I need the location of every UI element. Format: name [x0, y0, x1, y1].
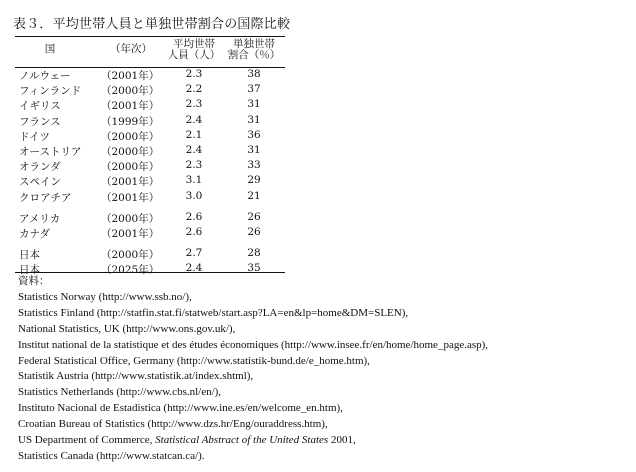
cell-single-share: 21	[247, 189, 261, 202]
cell-year: （2001年）	[101, 100, 160, 113]
header-household-size	[165, 39, 223, 61]
cell-year: （2001年）	[101, 70, 160, 82]
cell-year: （1999年）	[101, 115, 160, 128]
cell-year: （2001年）	[101, 227, 160, 240]
table-body	[15, 67, 285, 276]
cell-year: （2000年）	[101, 130, 160, 143]
header-household-size-line1: 平均世帯	[173, 38, 215, 50]
table-row	[15, 67, 285, 82]
cell-single-share: 26	[247, 225, 261, 238]
table-row	[15, 210, 285, 225]
table-title: 表３．平均世帯人員と単独世帯割合の国際比較	[13, 17, 291, 32]
source-us-prefix: US Department of Commerce,	[18, 434, 156, 447]
cell-household-size: 2.4	[185, 143, 203, 156]
table-row	[15, 173, 285, 188]
cell-year: （2000年）	[101, 161, 160, 174]
cell-household-size: 2.3	[185, 98, 203, 111]
table-row	[15, 158, 285, 173]
cell-country: ドイツ	[19, 130, 50, 143]
cell-country: オーストリア	[19, 145, 82, 158]
cell-household-size: 2.7	[185, 247, 203, 260]
source-us-publication-title: Statistical Abstract of the United States	[155, 434, 329, 447]
header-single-share-line2: 割合（％）	[227, 49, 281, 61]
cell-single-share: 31	[247, 113, 261, 126]
cell-single-share: 31	[247, 143, 261, 156]
table-row	[15, 246, 285, 261]
table-row	[15, 97, 285, 112]
cell-year: （2000年）	[101, 145, 160, 158]
table-row	[15, 143, 285, 158]
cell-single-share: 29	[247, 174, 261, 187]
cell-year: （2001年）	[101, 191, 160, 204]
cell-household-size: 2.3	[185, 68, 203, 80]
source-line-us-commerce	[18, 433, 488, 449]
cell-single-share: 28	[247, 247, 261, 260]
source-line: Federal Statistical Office, Germany (http://www.statistik-bund.de/e_home.htm),	[18, 354, 370, 367]
cell-country: フィンランド	[19, 85, 82, 98]
cell-single-share: 26	[247, 210, 261, 223]
cell-single-share: 33	[247, 159, 261, 172]
cell-household-size: 2.4	[185, 262, 203, 275]
header-country: 国	[44, 43, 56, 55]
cell-country: 日本	[19, 249, 40, 262]
source-line: Statistics Canada (http://www.statcan.ca/).	[18, 449, 205, 462]
source-us-suffix: 2001,	[328, 434, 356, 447]
header-single-share-line1: 単独世帯	[233, 38, 275, 50]
source-line: Instituto Nacional de Estadistica (http://www.ine.es/en/welcome_en.htm),	[18, 402, 343, 415]
cell-household-size: 2.3	[185, 159, 203, 172]
table-row	[15, 189, 285, 204]
source-line: Institut national de la statistique et des études économiques (http://www.insee.fr/en/home/home_page.asp),	[18, 338, 489, 351]
cell-household-size: 2.4	[185, 113, 203, 126]
sources-label: 資料：	[18, 275, 50, 287]
cell-household-size: 3.1	[185, 174, 203, 187]
cell-year: （2000年）	[101, 249, 160, 262]
cell-country: スペイン	[19, 176, 61, 189]
cell-household-size: 2.1	[185, 128, 203, 141]
cell-country: アメリカ	[19, 212, 61, 225]
header-single-share	[225, 39, 283, 61]
cell-single-share: 31	[247, 98, 261, 111]
header-year: （年次）	[110, 43, 152, 55]
source-line: Statistics Norway (http://www.ssb.no/),	[18, 290, 192, 303]
cell-country: イギリス	[19, 100, 61, 113]
cell-country: 日本	[19, 264, 40, 277]
cell-country: オランダ	[19, 161, 61, 174]
cell-year: （2000年）	[101, 212, 160, 225]
cell-single-share: 36	[247, 128, 261, 141]
source-line: Statistics Finland (http://statfin.stat.fi/statweb/start.asp?LA=en&lp=home&DM=SLEN),	[18, 306, 409, 319]
cell-household-size: 3.0	[185, 189, 203, 202]
table-row	[15, 128, 285, 143]
source-line: Croatian Bureau of Statistics (http://www.dzs.hr/Eng/ouraddress.htm),	[18, 418, 328, 431]
cell-household-size: 2.6	[185, 225, 203, 238]
header-household-size-line2: 人員（人）	[167, 49, 221, 61]
cell-single-share: 35	[247, 262, 261, 275]
cell-country: カナダ	[19, 227, 50, 240]
source-line: Statistics Netherlands (http://www.cbs.nl/en/),	[18, 386, 222, 399]
cell-country: ノルウェー	[19, 70, 71, 82]
cell-single-share: 38	[247, 68, 261, 80]
cell-year: （2001年）	[101, 176, 160, 189]
table-row	[15, 225, 285, 240]
source-line: Statistik Austria (http://www.statistik.at/index.shtml),	[18, 370, 254, 383]
cell-year: （2025年）	[101, 264, 160, 277]
cell-household-size: 2.6	[185, 210, 203, 223]
sources-block	[18, 274, 488, 465]
table-bottom-rule	[15, 272, 285, 273]
cell-country: フランス	[19, 115, 61, 128]
cell-household-size: 2.2	[185, 83, 203, 96]
table-top-rule	[15, 36, 285, 37]
source-line: National Statistics, UK (http://www.ons.gov.uk/),	[18, 322, 236, 335]
cell-country: クロアチア	[19, 191, 72, 204]
cell-single-share: 37	[247, 83, 261, 96]
cell-year: （2000年）	[101, 85, 160, 98]
table-row	[15, 82, 285, 97]
table-row	[15, 113, 285, 128]
